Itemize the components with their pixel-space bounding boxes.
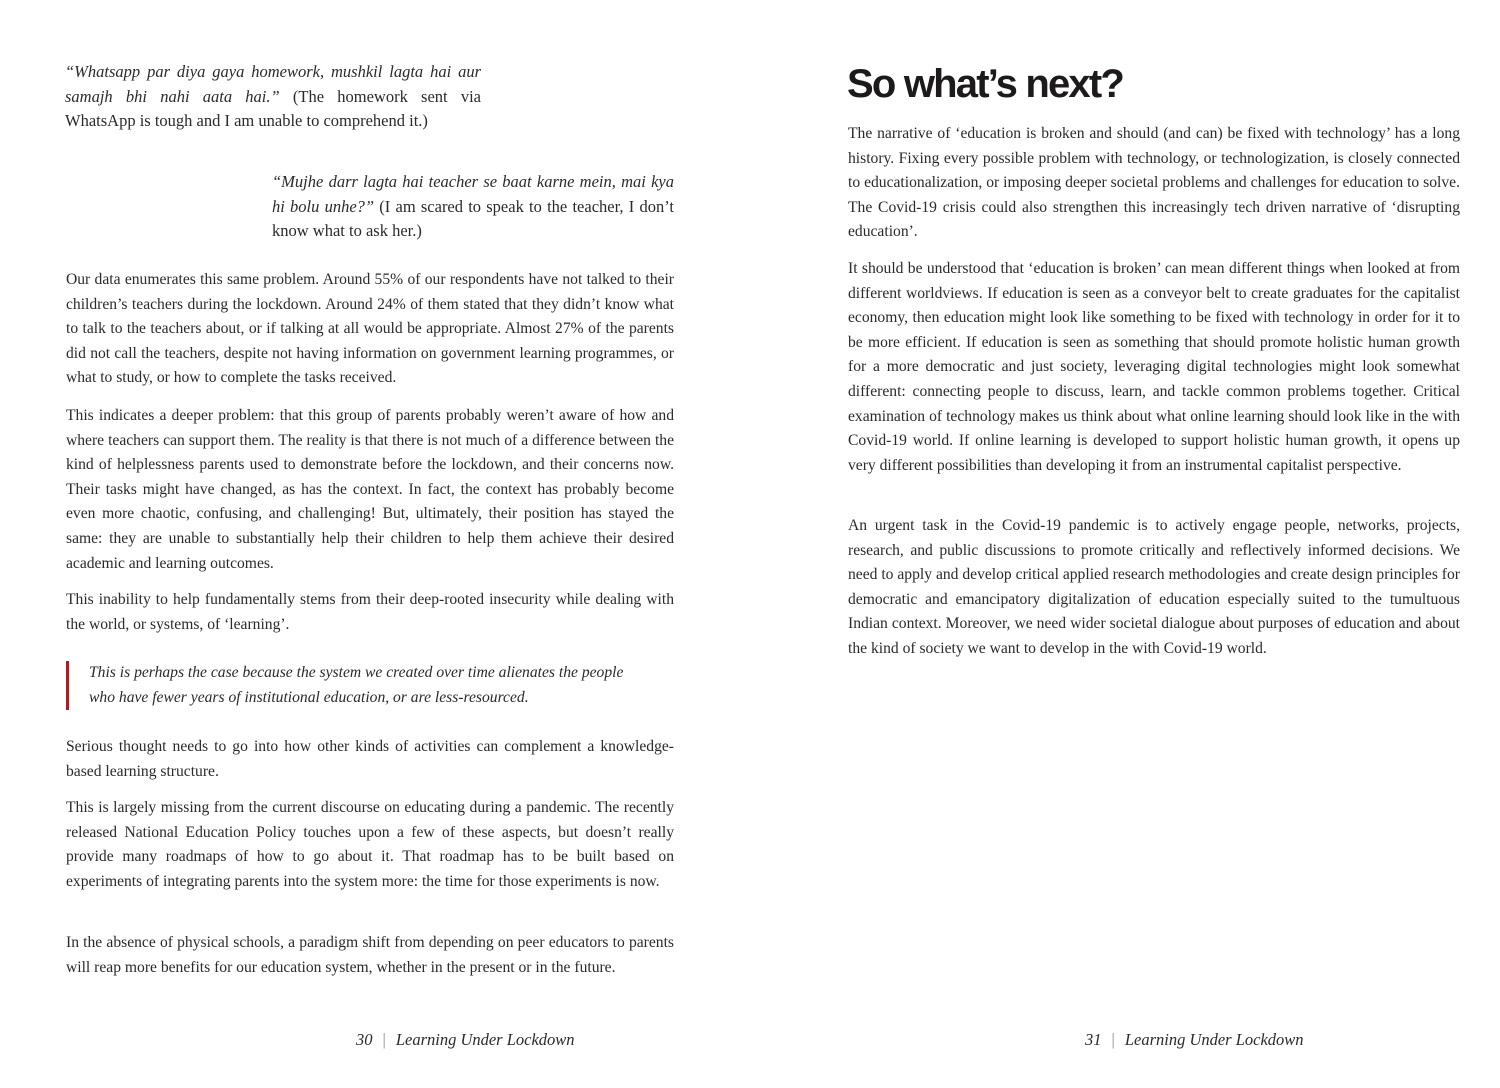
body-paragraph: Serious thought needs to go into how other kinds of activities can complement a knowledge-based learning structure. [66,738,674,780]
page-footer [1085,1030,1304,1050]
quote-hindi: “Whatsapp par diya gaya homework, mushkil lagta hai aur samajh bhi nahi aata hai.” [65,62,481,106]
page-footer [356,1030,575,1050]
right-page [750,0,1500,1088]
quote-hindi: “Mujhe darr lagta hai teacher se baat karne mein, mai kya hi bolu unhe?” [272,172,674,216]
page-number: 31 [1085,1030,1102,1049]
pull-quote: This is perhaps the case because the system we created over time alienates the people who have fewer years of institutional education, or are less-resourced. [66,661,649,710]
body-paragraph: It should be understood that ‘education is broken’ can mean different things when looked at from different worldviews. If education is seen as a conveyor belt to create graduates for the capitalist economy, then education might look like something to be fixed with technology in order for it to be more efficient. If education is seen as something that should promote holistic human growth for a more democratic and just society, leveraging digital technologies might look somewhat different: connecting people to discuss, learn, and tackle common problems together. Critical examination of technology makes us think about what online learning should look like in the with Covid-19 world. If online learning is developed to support holistic human growth, it opens up very different possibilities than developing it from an instrumental capitalist perspective. [848,260,1460,474]
quote-translation: (The homework sent via WhatsApp is tough and I am unable to comprehend it.) [65,86,482,130]
body-paragraph: This is largely missing from the current discourse on educating during a pandemic. The recently released National Education Policy touches upon a few of these aspects, but doesn’t really provide many roadmaps of how to go about it. That roadmap has to be built based on experiments of integrating parents into the system more: the time for those experiments is now. [66,799,674,890]
body-paragraph: Our data enumerates this same problem. Around 55% of our respondents have not talked to their children’s teachers during the lockdown. Around 24% of them stated that they didn’t know what to talk to the teachers about, or if talking at all would be appropriate. Almost 27% of the parents did not call the teachers, despite not having information on government learning programmes, or what to study, or how to complete the tasks received. [66,271,674,387]
body-paragraph: This inability to help fundamentally stems from their deep-rooted insecurity while dealing with the world, or systems, of ‘learning’. [66,591,674,633]
body-paragraph: The narrative of ‘education is broken and should (and can) be fixed with technology’ has a long history. Fixing every possible problem with technology, or technologization, is closely connected to educationalization, or imposing deeper societal problems and challenges for education to solve. The Covid-19 crisis could also strengthen this increasingly tech driven narrative of ‘disrupting education’. [848,125,1460,241]
body-paragraph: An urgent task in the Covid-19 pandemic is to actively engage people, networks, projects, research, and public discussions to promote critically and reflectively informed decisions. We need to apply and develop critical applied research methodologies and create design principles for democratic and emancipatory digitalization of education especially suited to the tumultuous Indian context. Moreover, we need wider societal dialogue about purposes of education and about the kind of society we want to develop in the with Covid-19 world. [848,517,1460,657]
page-number: 30 [356,1030,373,1049]
footer-separator: | [382,1030,386,1049]
body-paragraph: In the absence of physical schools, a paradigm shift from depending on peer educators to parents will reap more benefits for our education system, whether in the present or in the future. [66,934,674,976]
running-title: Learning Under Lockdown [1124,1030,1304,1049]
quote-translation: (I am scared to speak to the teacher, I don’t know what to ask her.) [272,196,674,240]
section-heading: So what’s next? [847,62,1124,106]
body-paragraph: This indicates a deeper problem: that this group of parents probably weren’t aware of how and where teachers can support them. The reality is that there is not much of a difference between the kind of helplessness parents used to demonstrate before the lockdown, and their concerns now. Their tasks might have changed, as has the context. In fact, the context has probably become even more chaotic, confusing, and challenging! But, ultimately, their position has stayed the same: they are unable to substantially help their children to help them achieve their desired academic and learning outcomes. [66,407,674,572]
footer-separator: | [1111,1030,1115,1049]
running-title: Learning Under Lockdown [395,1030,575,1049]
testimonial-quote-teacher [272,170,674,244]
testimonial-quote-whatsapp [65,60,481,134]
